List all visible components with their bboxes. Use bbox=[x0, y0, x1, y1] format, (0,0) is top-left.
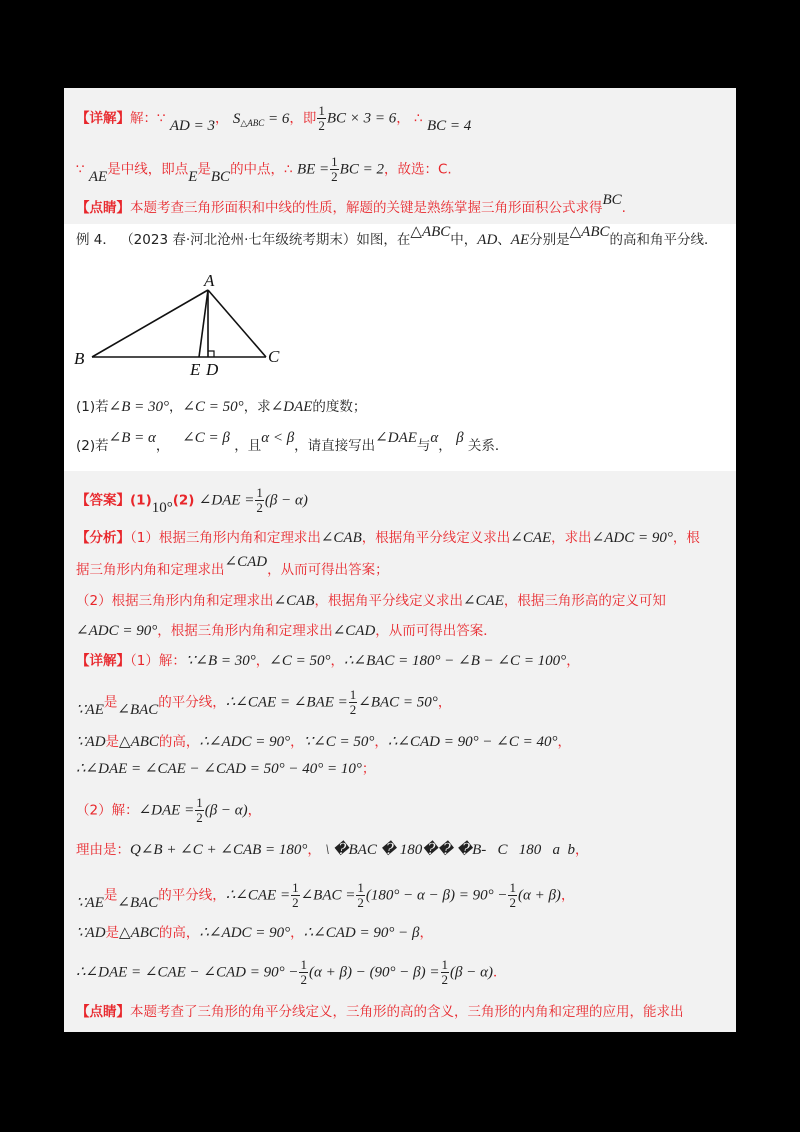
text: ，求出 bbox=[551, 530, 592, 546]
math-garbled: \ �BAC � 180�� �B- C 180 a b bbox=[325, 842, 576, 858]
comment-tag: 【点睛】 bbox=[76, 200, 130, 216]
text: . bbox=[621, 200, 626, 216]
math-bc-result: BC = 4 bbox=[426, 117, 472, 134]
math: ∵∠B = 30° bbox=[185, 653, 256, 669]
sep: ， bbox=[290, 734, 304, 750]
math-area bbox=[233, 111, 290, 127]
frac-den: 2 bbox=[331, 169, 338, 184]
sep: ， bbox=[155, 438, 170, 454]
frac-num: 1 bbox=[349, 687, 357, 702]
label-a: A bbox=[204, 271, 215, 290]
question-1 bbox=[76, 397, 366, 417]
fraction-half bbox=[349, 688, 358, 717]
text: 的平分线， bbox=[158, 694, 226, 711]
answer-line bbox=[76, 486, 308, 515]
math: △ABC bbox=[119, 734, 159, 750]
text: 如图，在 bbox=[356, 232, 411, 248]
math: ∵AD bbox=[76, 925, 106, 941]
text: ，根 bbox=[672, 530, 700, 546]
segment-ab bbox=[92, 290, 208, 357]
right-angle-marker bbox=[208, 351, 214, 357]
text: 的高， bbox=[158, 734, 200, 750]
sep: ， bbox=[255, 653, 270, 669]
text: 是中线，即点 bbox=[107, 161, 189, 178]
text: （1）根据三角形内角和定理求出 bbox=[130, 530, 321, 546]
math: (β − α) bbox=[204, 802, 248, 819]
math-bc-expr: BC = 2 bbox=[339, 161, 384, 178]
example-heading bbox=[76, 224, 718, 250]
prev-detail-line-1 bbox=[76, 104, 471, 133]
fraction-half bbox=[195, 796, 204, 825]
sep: ， bbox=[396, 110, 410, 127]
comment-tag: 【点睛】 bbox=[76, 1004, 130, 1020]
detail-2-line-3 bbox=[76, 881, 574, 910]
math-ad: AD bbox=[477, 232, 498, 248]
frac-den: 2 bbox=[349, 702, 357, 717]
math: ∠C = 50° bbox=[269, 653, 331, 669]
text: 的平分线， bbox=[158, 887, 226, 904]
text: 的度数； bbox=[312, 399, 367, 415]
text: 的高， bbox=[158, 925, 200, 941]
fraction-half bbox=[508, 881, 517, 910]
frac-num: 1 bbox=[357, 880, 364, 895]
sep: ，且 bbox=[234, 438, 262, 454]
detail-2-line-1 bbox=[76, 796, 261, 825]
label-jie: 解： bbox=[130, 110, 157, 127]
math-adc: ∠ADC = 90° bbox=[591, 530, 673, 546]
sep: ， bbox=[247, 802, 262, 819]
text: （2）解： bbox=[76, 802, 139, 819]
text: 与 bbox=[416, 438, 431, 454]
math: ∠BAC = bbox=[300, 887, 356, 904]
text: 的高和角平分线． bbox=[609, 232, 718, 248]
sep: ， bbox=[575, 842, 589, 858]
text: ，根据角平分线定义求出 bbox=[314, 593, 463, 609]
math-angle-b: ∠B = α bbox=[108, 430, 156, 446]
analysis-line-2 bbox=[76, 554, 389, 580]
example-source: （2023 春·河北沧州·七年级统考期末） bbox=[120, 232, 357, 248]
fraction-half bbox=[330, 155, 339, 184]
frac-den: 2 bbox=[441, 972, 449, 987]
fraction-half bbox=[317, 104, 326, 133]
frac-num: 1 bbox=[509, 880, 516, 895]
answer-part-1-value: 10° bbox=[151, 499, 173, 516]
because-symbol: ∵ bbox=[76, 161, 85, 178]
answer-tag: 【答案】 bbox=[76, 492, 130, 509]
text: 分别是 bbox=[529, 232, 570, 248]
answer-part-1-label: (1) bbox=[130, 492, 152, 509]
q2-prefix: (2)若 bbox=[76, 438, 109, 454]
because-symbol: ∵ bbox=[157, 110, 166, 127]
answer-part-2-label: (2) bbox=[172, 492, 195, 509]
label-d: D bbox=[206, 360, 219, 378]
fraction-half bbox=[291, 881, 300, 910]
analysis-line-3 bbox=[76, 591, 666, 611]
fraction-half bbox=[299, 958, 308, 987]
sep: ， bbox=[437, 694, 452, 711]
math-ad: AD = 3 bbox=[169, 117, 216, 134]
prev-comment-line bbox=[76, 192, 626, 218]
math-bc: BC bbox=[602, 192, 622, 208]
area-subscript: △ABC bbox=[240, 117, 265, 128]
triangle-figure bbox=[64, 268, 304, 378]
text: ，请直接写出 bbox=[294, 438, 376, 454]
text: ，从而可得出答案． bbox=[375, 623, 497, 639]
example-label: 例 4． bbox=[76, 232, 116, 248]
detail-1-line-2 bbox=[76, 688, 451, 717]
math-cad: ∠CAD bbox=[332, 623, 376, 639]
frac-den: 2 bbox=[300, 972, 307, 987]
math-cad: ∠CAD bbox=[224, 554, 268, 570]
detail-1-line-1 bbox=[76, 651, 580, 671]
math-cae: ∠CAE bbox=[510, 530, 552, 546]
math: ∴∠ADC = 90° bbox=[199, 734, 291, 750]
therefore-symbol: ∴ bbox=[414, 110, 423, 127]
math: ∵AE bbox=[76, 894, 104, 911]
frac-num: 1 bbox=[292, 880, 299, 895]
comment-text: 本题考查了三角形的角平分线定义，三角形的高的含义，三角形的内角和定理的应用，能求出 bbox=[130, 1004, 684, 1020]
frac-num: 1 bbox=[256, 485, 263, 500]
frac-den: 2 bbox=[292, 895, 299, 910]
detail-2-line-4 bbox=[76, 923, 433, 943]
math-expr: (β − α) bbox=[264, 492, 308, 509]
text: 是 bbox=[103, 694, 118, 711]
frac-num: 1 bbox=[300, 957, 307, 972]
text: 是 bbox=[105, 925, 120, 941]
detail-1-line-4 bbox=[76, 759, 375, 779]
frac-den: 2 bbox=[357, 895, 364, 910]
sep: ， bbox=[557, 734, 571, 750]
sep: ， bbox=[330, 653, 344, 669]
frac-num: 1 bbox=[196, 795, 203, 810]
text: 是 bbox=[197, 161, 211, 178]
math: (180° − α − β) = 90° − bbox=[365, 887, 508, 904]
text: ，故选：C. bbox=[383, 161, 452, 178]
math-triangle: △ABC bbox=[569, 224, 610, 240]
fraction-half bbox=[356, 881, 365, 910]
sep: ， bbox=[307, 842, 321, 858]
text: 是 bbox=[105, 734, 120, 750]
label-e: E bbox=[190, 360, 201, 378]
math-be: BE = bbox=[296, 161, 330, 178]
sep: ， bbox=[215, 110, 229, 127]
frac-num: 1 bbox=[331, 154, 338, 169]
sep: ，即 bbox=[289, 110, 317, 127]
detail-tag: 【详解】 bbox=[76, 110, 130, 127]
text: （1）解： bbox=[130, 653, 186, 669]
math-angle-c: ∠C = β bbox=[182, 430, 230, 446]
math-condition: α < β bbox=[261, 430, 295, 446]
math-beta: β bbox=[456, 430, 464, 446]
frac-num: 1 bbox=[441, 957, 449, 972]
math: (α + β) − (90° − β) = bbox=[308, 964, 440, 981]
math-bc: BC bbox=[210, 168, 231, 185]
math: ∴∠CAE = ∠BAE = bbox=[225, 694, 348, 711]
math: ∴∠CAE = bbox=[225, 887, 291, 904]
analysis-line-1 bbox=[76, 528, 700, 548]
math-adc: ∠ADC = 90° bbox=[76, 623, 158, 639]
math: ∠BAC bbox=[117, 894, 159, 911]
math-cab: ∠CAB bbox=[273, 593, 315, 609]
math: ∴∠CAD = 90° − β bbox=[303, 925, 420, 941]
sep: ． bbox=[493, 964, 507, 981]
math-angle-dae: ∠DAE bbox=[375, 430, 417, 446]
math: ∵AE bbox=[76, 701, 104, 718]
frac-den: 2 bbox=[318, 118, 325, 133]
q1-prefix: (1)若 bbox=[76, 399, 109, 415]
math-ae: AE bbox=[510, 232, 530, 248]
math-alpha: α bbox=[430, 430, 439, 446]
math: (α + β) bbox=[517, 887, 561, 904]
text: 关系． bbox=[467, 438, 509, 454]
text: ，根据三角形内角和定理求出 bbox=[157, 623, 333, 639]
math: ∴∠BAC = 180° − ∠B − ∠C = 100° bbox=[343, 653, 567, 669]
detail-2-line-2 bbox=[76, 840, 589, 860]
sep: ， bbox=[419, 925, 433, 941]
sep: ， bbox=[168, 399, 183, 415]
math: (β − α) bbox=[450, 964, 493, 981]
frac-den: 2 bbox=[509, 895, 516, 910]
area-value: = 6 bbox=[264, 110, 290, 127]
math-bc-expr: BC × 3 = 6 bbox=[326, 110, 397, 127]
sep: ， bbox=[374, 734, 388, 750]
math: ∴∠ADC = 90° bbox=[199, 925, 291, 941]
math-cae: ∠CAE bbox=[463, 593, 504, 609]
math: ∴∠DAE = ∠CAE − ∠CAD = 50° − 40° = 10° bbox=[76, 761, 362, 777]
math: Q∠B + ∠C + ∠CAB = 180° bbox=[130, 842, 308, 858]
text: （2）根据三角形内角和定理求出 bbox=[76, 593, 274, 609]
math-angle-b: ∠B = 30° bbox=[108, 399, 169, 415]
math: ∠DAE = bbox=[138, 802, 195, 819]
fraction-half bbox=[255, 486, 264, 515]
label-b: B bbox=[74, 349, 85, 368]
math: ∠BAC bbox=[117, 701, 159, 718]
frac-num: 1 bbox=[318, 103, 325, 118]
sep: ， bbox=[560, 887, 575, 904]
math-angle-c: ∠C = 50° bbox=[182, 399, 244, 415]
detail-1-line-3 bbox=[76, 732, 571, 752]
text: ，从而可得出答案； bbox=[267, 562, 389, 578]
text: 、 bbox=[497, 232, 511, 248]
analysis-line-4 bbox=[76, 621, 497, 641]
therefore-symbol: ∴ bbox=[284, 161, 293, 178]
math: ∵AD bbox=[76, 734, 106, 750]
math: ∠BAC = 50° bbox=[358, 694, 438, 711]
question-2 bbox=[76, 430, 509, 456]
text: 的中点， bbox=[230, 161, 285, 178]
math-e: E bbox=[188, 168, 198, 185]
math-ae: AE bbox=[88, 168, 108, 185]
math: △ABC bbox=[119, 925, 159, 941]
math: ∵∠C = 50° bbox=[303, 734, 375, 750]
segment-ac bbox=[208, 290, 266, 357]
text: ，求 bbox=[243, 399, 271, 415]
text: ，根据三角形高的定义可知 bbox=[503, 593, 666, 609]
sep: ； bbox=[361, 761, 376, 777]
math-angle-dae: ∠DAE bbox=[270, 399, 313, 415]
math: ∴∠CAD = 90° − ∠C = 40° bbox=[387, 734, 558, 750]
frac-den: 2 bbox=[256, 500, 263, 515]
comment-line bbox=[76, 1002, 684, 1022]
text: 中， bbox=[450, 232, 478, 248]
detail-2-line-5 bbox=[76, 958, 507, 987]
math-triangle: △ABC bbox=[410, 224, 451, 240]
frac-den: 2 bbox=[196, 810, 203, 825]
sep: ， bbox=[290, 925, 304, 941]
math-cab: ∠CAB bbox=[320, 530, 362, 546]
math-dae: ∠DAE = bbox=[198, 492, 255, 509]
comment-text: 本题考查三角形面积和中线的性质，解题的关键是熟练掌握三角形面积公式求得 bbox=[130, 200, 603, 216]
sep: ， bbox=[438, 438, 452, 454]
text: 理由是： bbox=[76, 842, 130, 858]
math: ∴∠DAE = ∠CAE − ∠CAD = 90° − bbox=[76, 964, 299, 981]
area-symbol: S bbox=[232, 110, 241, 127]
analysis-tag: 【分析】 bbox=[76, 530, 130, 546]
detail-tag: 【详解】 bbox=[76, 653, 130, 669]
document-page bbox=[64, 88, 736, 1032]
sep: ， bbox=[566, 653, 580, 669]
label-c: C bbox=[268, 347, 280, 366]
text: ，根据角平分线定义求出 bbox=[361, 530, 511, 546]
text: 据三角形内角和定理求出 bbox=[76, 562, 225, 578]
text: 是 bbox=[103, 887, 118, 904]
prev-detail-line-2 bbox=[76, 155, 452, 184]
segment-ae-bisector bbox=[199, 290, 208, 357]
fraction-half bbox=[441, 958, 450, 987]
